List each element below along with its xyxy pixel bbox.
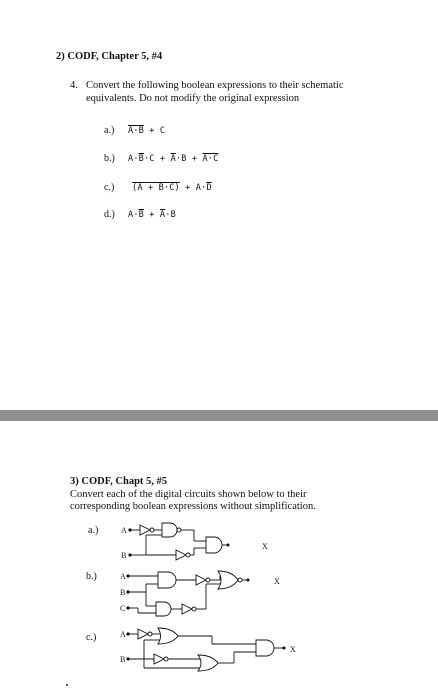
circuit-c-not-gate-2 xyxy=(154,654,164,664)
expression-segment: $\overline{A}$ xyxy=(170,154,176,164)
circuit-c-not-gate xyxy=(138,629,148,639)
question-number: 4. xyxy=(70,80,78,91)
circuit-c-or-gate xyxy=(158,628,178,644)
circuit-a-not-gate xyxy=(140,525,150,535)
page-mark xyxy=(66,684,68,686)
expression-segment: $\overline{B}$ xyxy=(138,154,144,164)
circuit-a-label: a.) xyxy=(88,525,99,536)
circuit-b-input-a: A xyxy=(120,572,126,581)
circuit-a-nand-gate xyxy=(162,523,177,537)
section-3-intro-line-2: corresponding boolean expressions without simplification. xyxy=(70,501,316,512)
section-3-heading: 3) CODF, Chapt 5, #5 xyxy=(70,476,168,487)
circuit-b-and-gate xyxy=(158,572,176,588)
circuit-c-label: c.) xyxy=(86,632,97,643)
circuit-a-input-a: A xyxy=(121,526,127,535)
circuit-a-not-gate-2 xyxy=(176,550,186,560)
expression-segment: ·C + xyxy=(143,154,171,164)
expression-segment: $\overline{A}$ xyxy=(159,210,166,220)
circuit-b-input-b: B xyxy=(120,588,126,597)
expression-segment: + C xyxy=(143,126,166,136)
expression-segment: A· xyxy=(128,210,139,220)
circuit-b-not-gate xyxy=(196,575,206,585)
section-3-intro-line-1: Convert each of the digital circuits shown below to their xyxy=(70,489,307,500)
section-2-heading: 2) CODF, Chapter 5, #4 xyxy=(56,51,163,62)
expression-segment: + A· xyxy=(179,183,207,193)
expression-segment: + xyxy=(143,210,160,220)
circuit-c-input-b: B xyxy=(120,655,126,664)
expression-b-label: b.) xyxy=(104,153,115,164)
circuit-b-input-c: C xyxy=(120,604,126,613)
expression-b xyxy=(128,154,218,164)
circuit-b-diagram xyxy=(116,566,286,622)
expression-segment: A· xyxy=(128,154,139,164)
expression-segment: A·B xyxy=(128,126,144,136)
circuit-a-diagram xyxy=(116,518,276,568)
expression-a-label: a.) xyxy=(104,125,115,136)
circuit-b-not-gate-2 xyxy=(182,604,192,614)
circuit-a-input-b: B xyxy=(121,551,127,560)
circuit-b-and-gate-2 xyxy=(156,602,171,616)
expression-c-label: c.) xyxy=(104,182,115,193)
expression-d-label: d.) xyxy=(104,209,115,220)
circuit-a-and-gate xyxy=(206,537,222,553)
circuit-b-output: X xyxy=(274,577,280,586)
page-divider xyxy=(0,410,438,421)
circuit-c-input-a: A xyxy=(120,630,126,639)
expression-segment: ·B xyxy=(165,210,176,220)
circuit-c-or-gate-2 xyxy=(198,655,218,671)
expression-segment: $\overline{B}$ xyxy=(138,210,144,220)
question-line-2: equivalents. Do not modify the original expression xyxy=(86,93,300,104)
expression-segment: (A + B·C) xyxy=(132,183,180,193)
circuit-c-and-gate xyxy=(256,640,274,656)
expression-d xyxy=(128,210,176,220)
question-line-1: Convert the following boolean expressions to their schematic xyxy=(86,80,344,91)
circuit-c-diagram xyxy=(116,622,306,682)
circuit-b-or-gate xyxy=(218,571,238,589)
expression-c xyxy=(132,183,212,193)
expression-a xyxy=(128,126,165,136)
expression-segment: $\overline{D}$ xyxy=(206,183,212,193)
expression-segment: ·B + xyxy=(175,154,203,164)
expression-segment: A·C xyxy=(202,154,219,164)
circuit-a-output: X xyxy=(262,542,268,551)
circuit-b-label: b.) xyxy=(86,571,97,582)
circuit-c-output: X xyxy=(290,645,296,654)
